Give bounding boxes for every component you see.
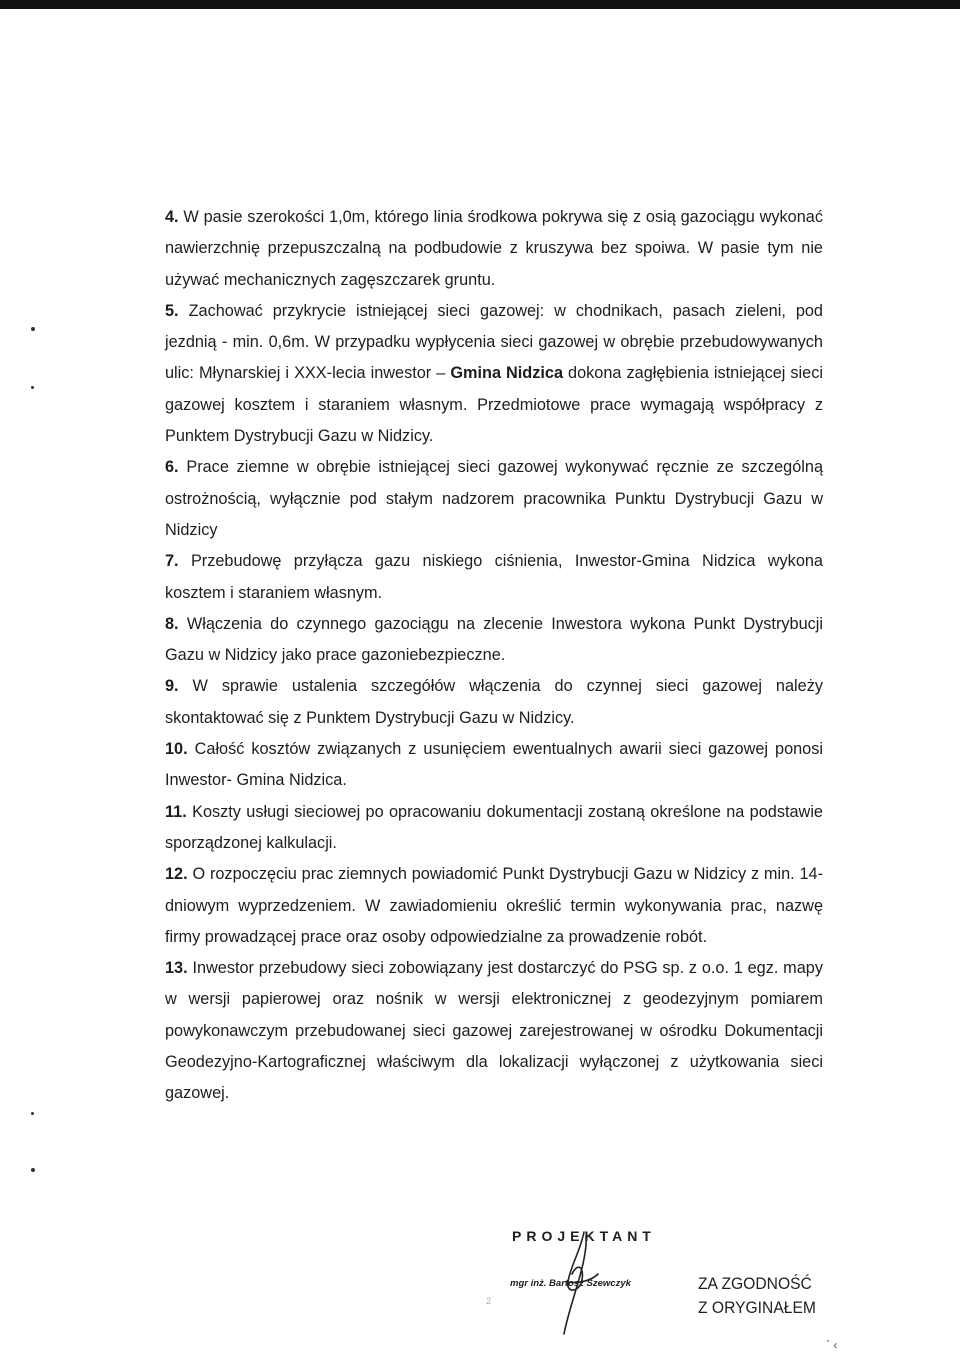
list-item-8 [165,609,823,672]
list-item-7 [165,546,823,609]
list-item-6 [165,452,823,546]
item-text: Całość kosztów związanych z usunięciem ewentualnych awarii sieci gazowej ponosi Inwestor- Gmina Nidzica. [165,740,823,790]
scan-speck [31,327,35,331]
designer-stamp-title: PROJEKTANT [512,1228,656,1244]
item-text: Przebudowę przyłącza gazu niskiego ciśnienia, Inwestor-Gmina Nidzica wykona kosztem i staraniem własnym. [165,552,823,602]
scan-mark: ᾽ ‹ [826,1338,838,1352]
scan-speck [31,1168,35,1172]
item-number: 6. [165,458,179,477]
item-number: 4. [165,208,179,226]
investor-name: Gmina Nidzica [450,364,564,383]
list-item-5 [165,296,823,452]
item-text: Zachować przykrycie istniejącej sieci gazowej: w chodnikach, pasach zieleni, pod jezdnią - min. 0,6m. W przypadku wypłycenia sieci gazowej w obrębie przebudowywanych ulic: Młynarskiej i XXX-lecia inwestor – [165,301,823,383]
scan-speck [31,386,34,389]
item-number: 12. [165,865,188,884]
item-number: 9. [165,677,179,696]
item-text: O rozpoczęciu prac ziemnych powiadomić Punkt Dystrybucji Gazu w Nidzicy z min. 14-dniowym wyprzedzeniem. W zawiadomieniu określić termin wykonywania prac, nazwę firmy prowadzącej prace oraz osoby odpowiedzialne za prowadzenie robót. [165,865,824,946]
item-text: Włączenia do czynnego gazociągu na zlecenie Inwestora wykona Punkt Dystrybucji Gazu w Nidzicy jako prace gazoniebezpieczne. [165,614,823,665]
scan-speck [31,1112,34,1115]
item-text-continued: dokona zagłębienia istniejącej sieci gazowej kosztem i staraniem własnym. Przedmiotowe prace wymagają współpracy z Punktem Dystrybucji Gazu w Nidzicy. [165,364,823,446]
list-item-9 [165,671,823,734]
item-text: Inwestor przebudowy sieci zobowiązany jest dostarczyć do PSG sp. z o.o. 1 egz. mapy w wersji papierowej oraz nośnik w wersji elektronicznej z geodezyjnym pomiarem powykonawczym przebudowanej sieci gazowej zarejestrowanej w ośrodku Dokumentacji Geodezyjno-Kartograficznej właściwym dla lokalizacji wyłączonej z użytkowania sieci gazowej. [165,959,823,1103]
item-number: 7. [165,552,179,571]
item-number: 11. [165,802,187,821]
list-item-12 [165,859,823,953]
designer-stamp-name: mgr inż. Bartosz Szewczyk [510,1278,631,1289]
list-item-10 [165,734,823,797]
item-number: 13. [165,959,188,978]
stamp-line-1: ZA ZGODNOŚĆ [698,1274,812,1293]
item-text: Koszty usługi sieciowej po opracowaniu dokumentacji zostaną określone na podstawie sporządzonej kalkulacji. [165,802,823,852]
certified-copy-stamp [698,1272,816,1320]
item-number: 5. [165,301,179,320]
page-number: 2 [486,1296,492,1306]
item-text: Prace ziemne w obrębie istniejącej sieci gazowej wykonywać ręcznie ze szczególną ostrożnością, wyłącznie pod stałym nadzorem pracownika Punktu Dystrybucji Gazu w Nidzicy [165,458,823,539]
stamp-line-2: Z ORYGINAŁEM [698,1298,816,1317]
handwritten-signature-icon [540,1222,620,1342]
item-text: W pasie szerokości 1,0m, którego linia środkowa pokrywa się z osią gazociągu wykonać nawierzchnię przepuszczalną na podbudowie z kruszywa bez spoiwa. W pasie tym nie używać mechanicznych zagęszczarek gruntu. [165,208,823,289]
item-text: W sprawie ustalenia szczegółów włączenia do czynnej sieci gazowej należy skontaktować się z Punktem Dystrybucji Gazu w Nidzicy. [165,677,823,727]
item-number: 8. [165,614,179,633]
scan-top-edge [0,0,960,9]
document-body [165,202,823,1110]
list-item-13 [165,953,823,1109]
item-number: 10. [165,740,188,759]
list-item-11 [165,797,823,860]
list-item-4 [165,202,823,296]
